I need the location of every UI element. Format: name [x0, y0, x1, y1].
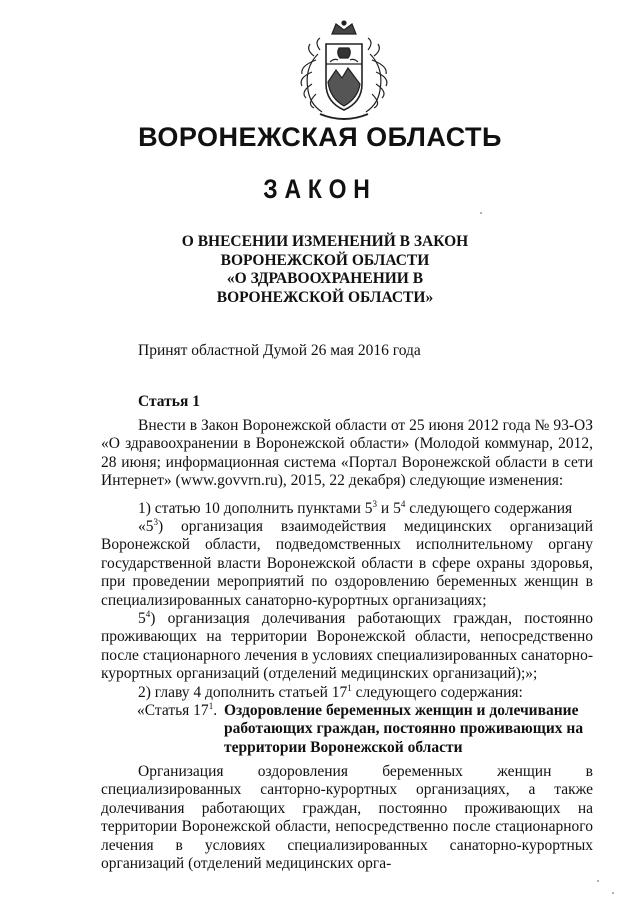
- article-17-1-title: Оздоровление беременных женщин и долечивание работающих граждан, постоянно проживающих на территории Воронежской области: [224, 702, 584, 756]
- amendment-item-2: 2) главу 4 дополнить статьей $17^1$ следующего содержания:: [138, 682, 523, 701]
- article-intro: Внести в Закон Воронежской области от 25 июня 2012 года № 93-ОЗ «О здравоохранении в Воронежской области» (Молодой коммунар, 2012, 28 июня; информационная система «Портал Воронежской области в сети Интернет» (www.govvrn.ru), 2015, 22 декабря) следующие изменения:: [101, 417, 593, 490]
- paragraph-5-3: «$5^3$) организация взаимодействия медицинских организаций Воронежской области, подведомственных исполнительному органу государственной власти Воронежской области в сфере охраны здоровья, при проведении мероприятий по оздоровлению беременных женщин в специализированных санаторно-курортных организациях;: [101, 517, 593, 609]
- law-title: [140, 233, 510, 307]
- article-17-1-header: [137, 702, 597, 757]
- law-title-line: ВОРОНЕЖСКОЙ ОБЛАСТИ»: [216, 288, 434, 306]
- law-title-line: О ВНЕСЕНИИ ИЗМЕНЕНИЙ В ЗАКОН: [181, 233, 469, 250]
- article-body: [101, 417, 593, 702]
- article-17-1-body: [101, 763, 593, 873]
- article-17-1-text: Организация оздоровления беременных женщин в специализированных санторно-курортных организациях, а также долечивания работающих граждан, постоянно проживающих на территории Воронежской области, непосредственно после стационарного лечения в условиях специализированных санаторно-курортных организаций (отделений медицинских орга-: [101, 763, 593, 873]
- law-title-line: ВОРОНЕЖСКОЙ ОБЛАСТИ: [220, 251, 430, 269]
- law-title-line: «О ЗДРАВООХРАНЕНИИ В: [226, 270, 424, 287]
- scan-speck: [480, 212, 482, 214]
- article-heading: Статья 1: [138, 393, 200, 410]
- scan-speck: [597, 880, 599, 882]
- amendment-item-1: 1) статью 10 дополнить пунктами $5^3$ и $5^4$ следующего содержания: [138, 498, 573, 517]
- coat-of-arms-emblem: [296, 20, 392, 124]
- document-type: ЗАКОН: [263, 174, 377, 204]
- paragraph-5-4: $5^4$) организация долечивания работающих граждан, постоянно проживающих на территории Воронежской области, непосредственно после стационарного лечения в условиях специализированных санаторно-курортных организаций (отделений медицинских организаций);»;: [101, 609, 593, 683]
- scan-speck: [612, 892, 614, 894]
- region-name: ВОРОНЕЖСКАЯ ОБЛАСТЬ: [138, 122, 502, 152]
- article-17-1-label: «Статья $17^1$.: [137, 701, 218, 719]
- adoption-date: Принят областной Думой 26 мая 2016 года: [138, 342, 421, 359]
